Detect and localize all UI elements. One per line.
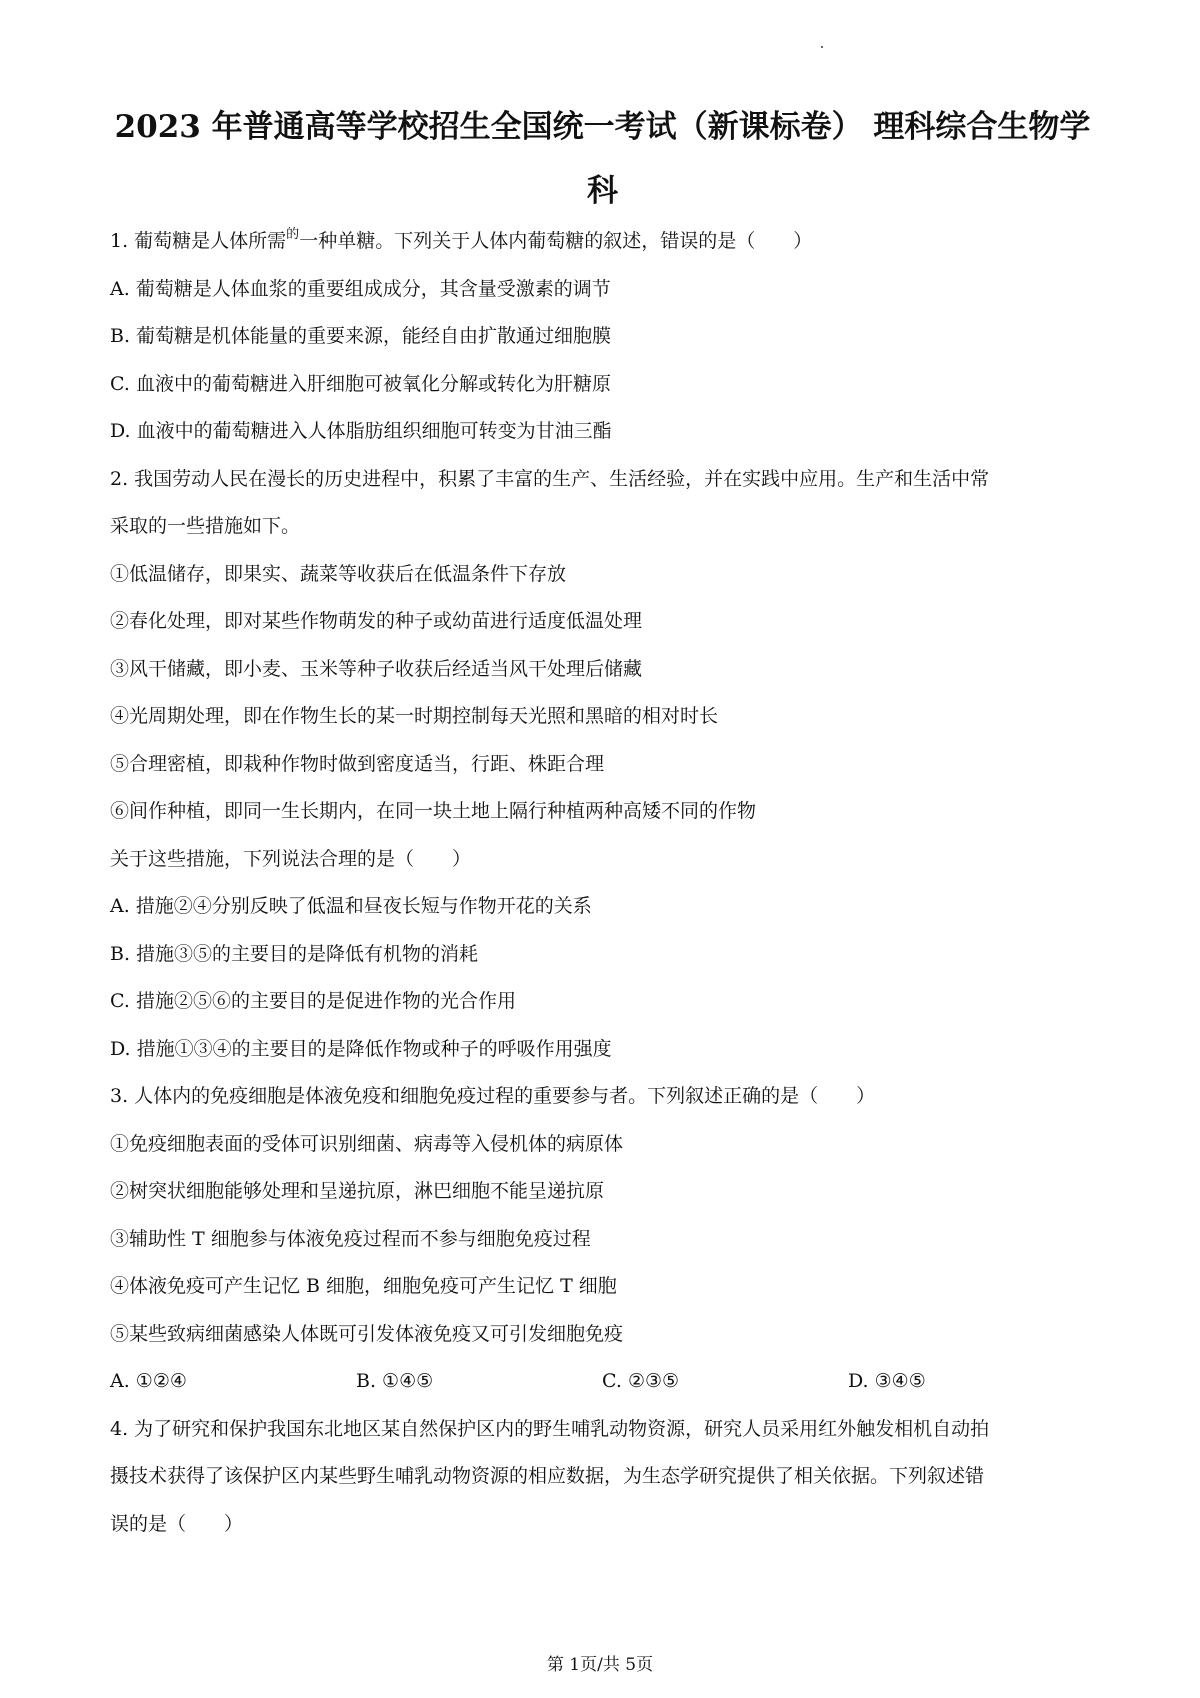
question-4-stem-line-1: 4. 为了研究和保护我国东北地区某自然保护区内的野生哺乳动物资源，研究人员采用红外触发相机自动拍 — [110, 1417, 990, 1440]
question-3-option-d: D. ③④⑤ — [848, 1370, 926, 1392]
question-2-item-2: ②春化处理，即对某些作物萌发的种子或幼苗进行适度低温处理 — [110, 610, 643, 632]
question-1-stem-part-a: 1. 葡萄糖是人体所需 — [110, 230, 287, 252]
question-2-stem-line-2: 采取的一些措施如下。 — [110, 515, 301, 537]
question-2-option-d: D. 措施①③④的主要目的是降低作物或种子的呼吸作用强度 — [110, 1037, 612, 1060]
question-3-option-a: A. ①②④ — [110, 1370, 187, 1392]
page-number-footer: 第 1页/共 5页 — [546, 1655, 654, 1675]
question-1-option-d: D. 血液中的葡萄糖进入人体脂肪组织细胞可转变为甘油三酯 — [110, 420, 612, 442]
question-2-item-4: ④光周期处理，即在作物生长的某一时期控制每天光照和黑暗的相对时长 — [110, 705, 719, 727]
question-4-stem-line-3: 误的是（ ） — [110, 1512, 244, 1535]
question-3-item-2: ②树突状细胞能够处理和呈递抗原，淋巴细胞不能呈递抗原 — [110, 1180, 605, 1202]
question-1-option-b: B. 葡萄糖是机体能量的重要来源，能经自由扩散通过细胞膜 — [110, 325, 612, 347]
question-2-item-5: ⑤合理密植，即栽种作物时做到密度适当，行距、株距合理 — [110, 752, 605, 775]
question-3-item-3: ③辅助性 T 细胞参与体液免疫过程而不参与细胞免疫过程 — [110, 1227, 591, 1250]
question-1-stem — [110, 218, 1095, 266]
question-2-option-a: A. 措施②④分别反映了低温和昼夜长短与作物开花的关系 — [110, 895, 592, 917]
scan-speck — [821, 46, 823, 48]
page-title: 2023 年普通高等学校招生全国统一考试（新课标卷） 理科综合生物学科 — [114, 109, 1091, 209]
question-body — [110, 218, 1095, 1548]
question-2-item-1: ①低温储存，即果实、蔬菜等收获后在低温条件下存放 — [110, 562, 567, 585]
question-3-options — [110, 1358, 1095, 1406]
question-2-option-b: B. 措施③⑤的主要目的是降低有机物的消耗 — [110, 942, 479, 965]
question-3-item-1: ①免疫细胞表面的受体可识别细菌、病毒等入侵机体的病原体 — [110, 1132, 624, 1155]
question-2-option-c: C. 措施②⑤⑥的主要目的是促进作物的光合作用 — [110, 990, 516, 1012]
question-1-stem-part-b: 一种单糖。下列关于人体内葡萄糖的叙述，错误的是（ ） — [299, 230, 813, 252]
question-3-item-4: ④体液免疫可产生记忆 B 细胞，细胞免疫可产生记忆 T 细胞 — [110, 1275, 617, 1297]
question-2-prompt: 关于这些措施，下列说法合理的是（ ） — [110, 847, 472, 870]
question-2-item-6: ⑥间作种植，即同一生长期内，在同一块土地上隔行种植两种高矮不同的作物 — [110, 800, 757, 822]
question-3-option-c: C. ②③⑤ — [602, 1370, 680, 1392]
question-1-option-c: C. 血液中的葡萄糖进入肝细胞可被氧化分解或转化为肝糖原 — [110, 372, 611, 395]
question-3-item-5: ⑤某些致病细菌感染人体既可引发体液免疫又可引发细胞免疫 — [110, 1322, 624, 1345]
question-3-option-b: B. ①④⑤ — [356, 1370, 434, 1392]
question-1-option-a: A. 葡萄糖是人体血浆的重要组成成分，其含量受激素的调节 — [110, 277, 611, 300]
question-2-stem-line-1: 2. 我国劳动人民在漫长的历史进程中，积累了丰富的生产、生活经验，并在实践中应用。生产和生活中常 — [110, 467, 990, 490]
question-3-stem: 3. 人体内的免疫细胞是体液免疫和细胞免疫过程的重要参与者。下列叙述正确的是（ ） — [110, 1085, 876, 1107]
question-2-item-3: ③风干储藏，即小麦、玉米等种子收获后经适当风干处理后储藏 — [110, 657, 643, 680]
question-1-stem-superscript: 的 — [286, 227, 300, 242]
question-4-stem-line-2: 摄技术获得了该保护区内某些野生哺乳动物资源的相应数据，为生态学研究提供了相关依据。下列叙述错 — [110, 1465, 985, 1487]
